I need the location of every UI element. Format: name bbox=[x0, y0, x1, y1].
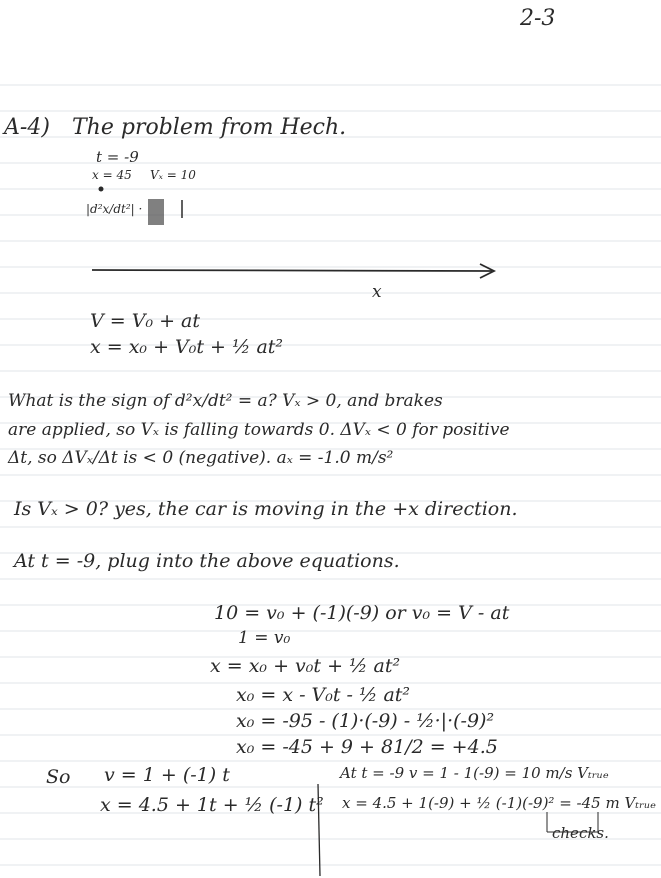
scribble-mark bbox=[148, 199, 164, 225]
solve-line-4: x₀ = x - V₀t - ½ at² bbox=[236, 684, 411, 706]
so-label: So bbox=[46, 766, 71, 788]
diagram-position: x = 45 bbox=[92, 168, 132, 182]
plug-in-line: At t = -9, plug into the above equations. bbox=[14, 550, 400, 572]
solve-line-6: x₀ = -45 + 9 + 81/2 = +4.5 bbox=[236, 736, 498, 758]
page-number: 2-3 bbox=[520, 6, 556, 31]
checks-note: checks. bbox=[552, 824, 609, 842]
check-position: x = 4.5 + 1(-9) + ½ (-1)(-9)² = -45 m Vₜᵣᵤₑ bbox=[342, 794, 656, 812]
problem-title: The problem from Hech. bbox=[72, 115, 347, 140]
solve-line-2: 1 = v₀ bbox=[238, 628, 291, 648]
equation-velocity: V = V₀ + at bbox=[90, 310, 201, 332]
solve-line-3: x = x₀ + v₀t + ½ at² bbox=[210, 655, 401, 677]
x-axis-line bbox=[92, 270, 492, 271]
result-velocity: v = 1 + (-1) t bbox=[104, 764, 230, 786]
solve-line-5: x₀ = -95 - (1)·(-9) - ½·|·(-9)² bbox=[236, 710, 495, 732]
question-line-1: What is the sign of d²x/dt² = a? Vₓ > 0, and brakes bbox=[8, 391, 443, 411]
car-dot bbox=[99, 187, 104, 192]
check-velocity: At t = -9 v = 1 - 1(-9) = 10 m/s Vₜᵣᵤₑ bbox=[340, 764, 609, 782]
problem-label: A-4) bbox=[4, 115, 50, 140]
question-line-3: Δt, so ΔVₓ/Δt is < 0 (negative). aₓ = -1.0 m/s² bbox=[8, 448, 394, 468]
is-vx-positive-line: Is Vₓ > 0? yes, the car is moving in the +x direction. bbox=[14, 498, 518, 520]
diagram-time: t = -9 bbox=[96, 148, 139, 166]
diagram-velocity: Vₓ = 10 bbox=[150, 168, 196, 182]
equation-position: x = x₀ + V₀t + ½ at² bbox=[90, 336, 284, 358]
axis-label: x bbox=[372, 282, 382, 302]
diagram-acceleration: |d²x/dt²| · bbox=[86, 202, 143, 216]
solve-line-1: 10 = v₀ + (-1)(-9) or v₀ = V - at bbox=[214, 602, 510, 624]
question-line-2: are applied, so Vₓ is falling towards 0. ΔVₓ < 0 for positive bbox=[8, 420, 510, 440]
result-position: x = 4.5 + 1t + ½ (-1) t² bbox=[100, 794, 324, 816]
